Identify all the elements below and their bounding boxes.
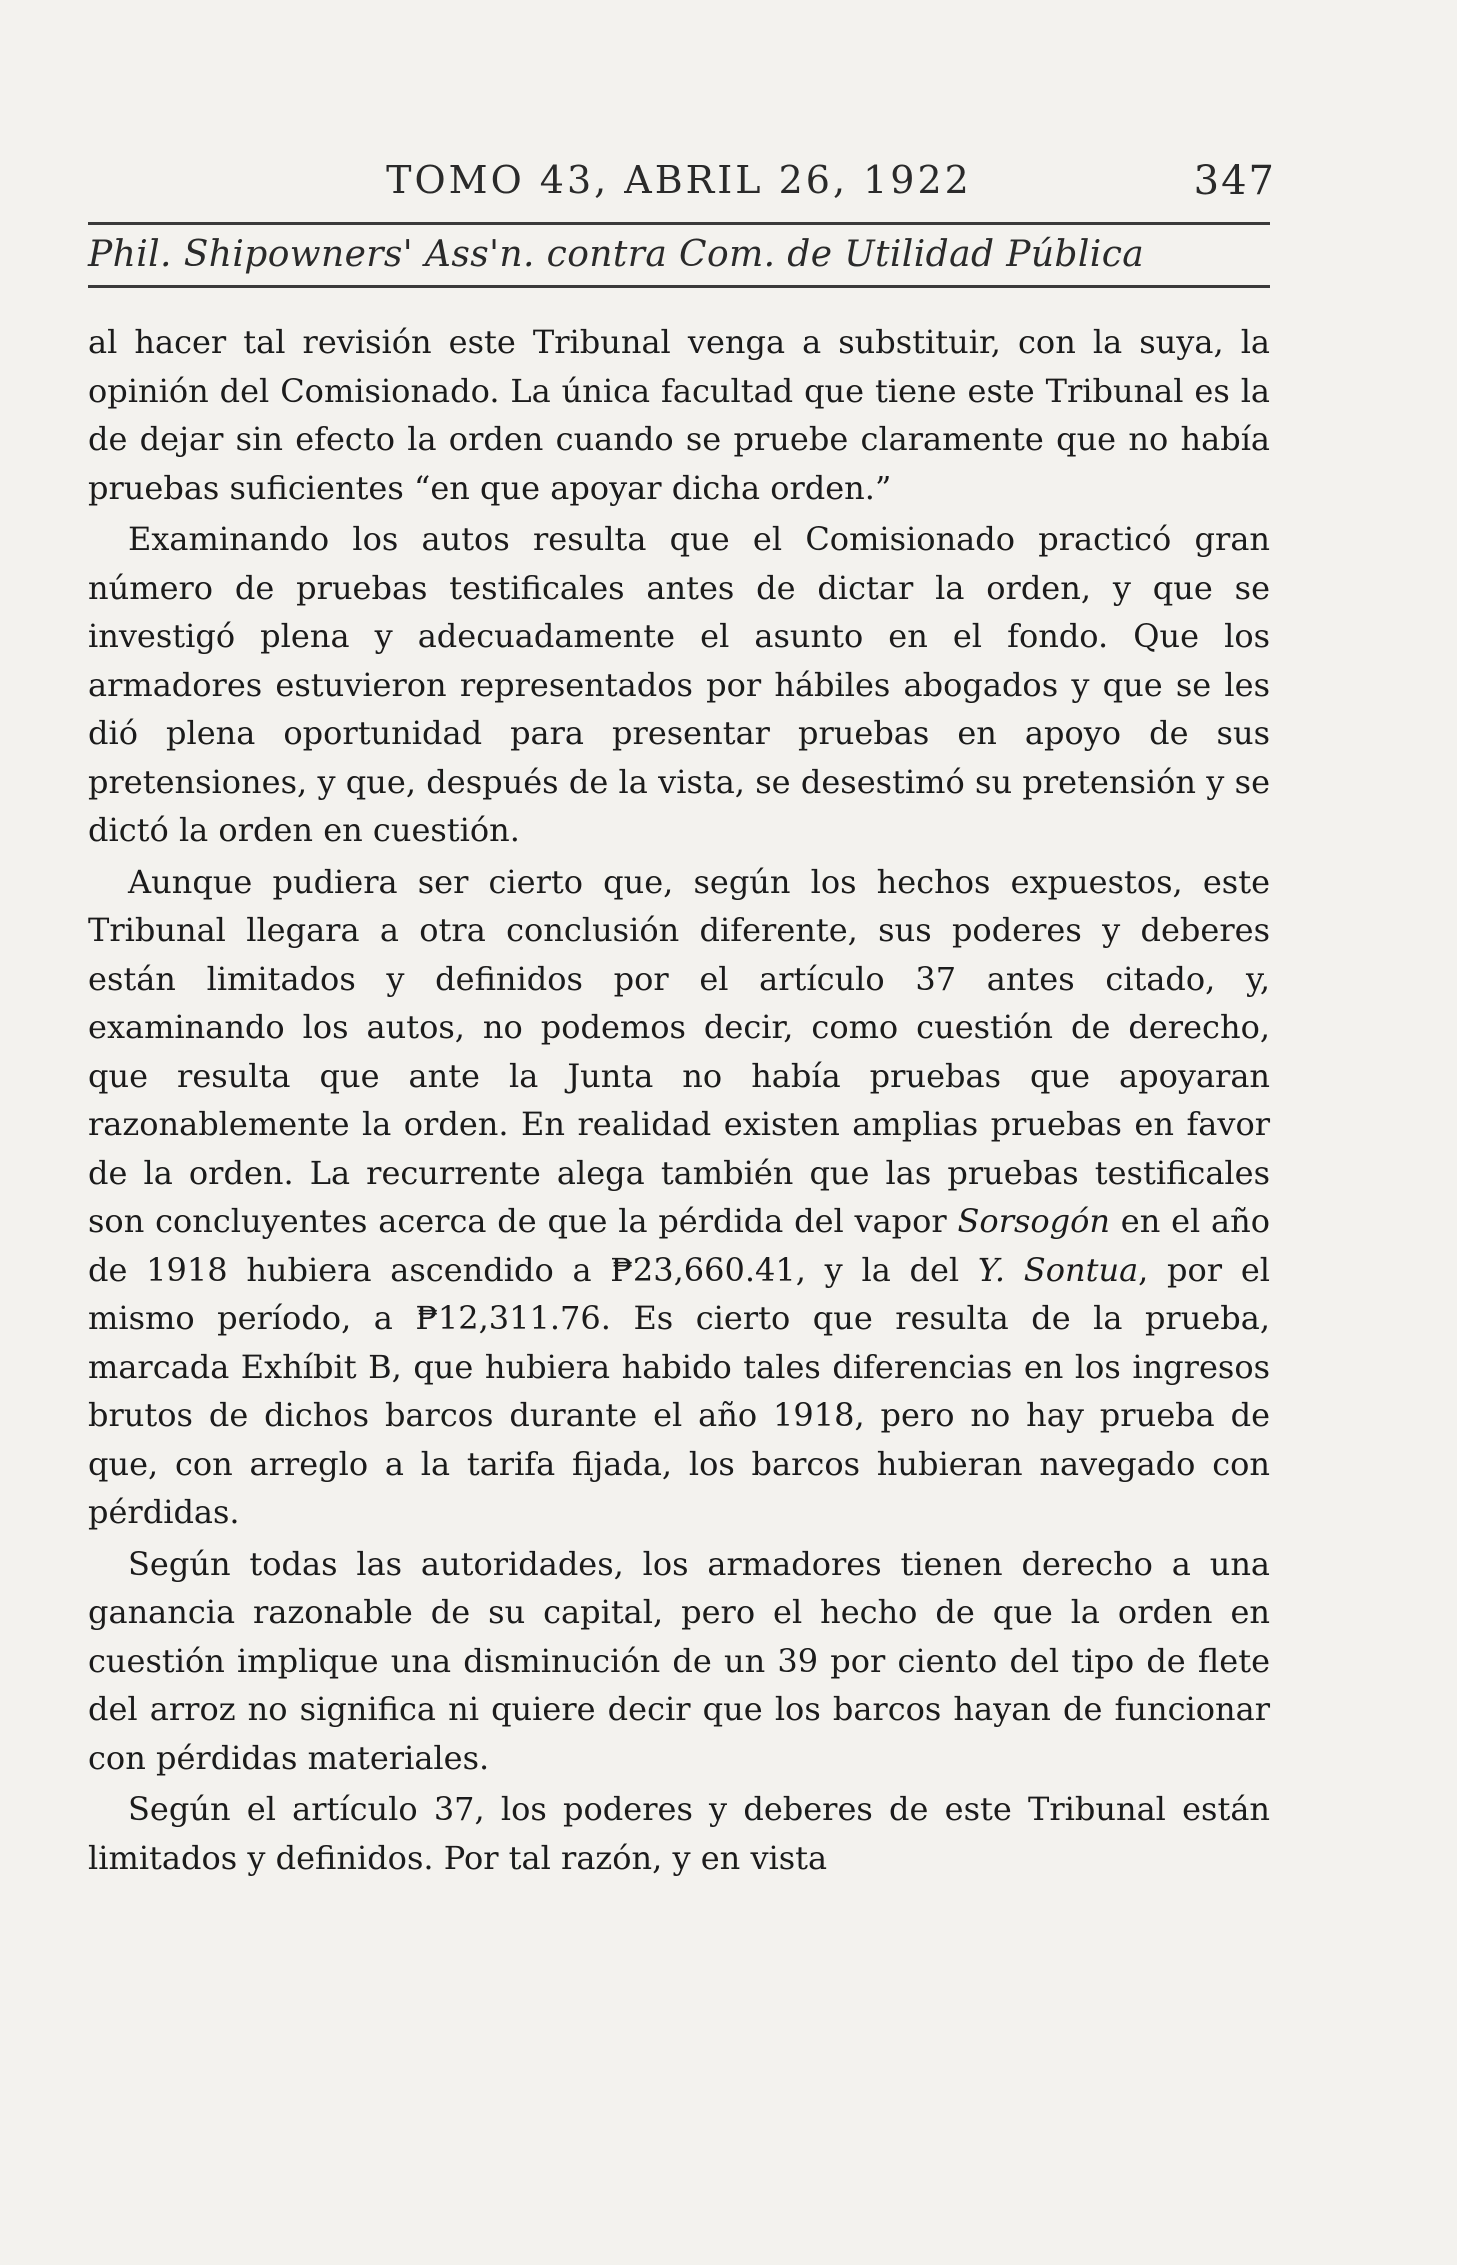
paragraph-text: en el año de 1918 hubiera ascendido a ₱23,660.41, y la del	[88, 1202, 1271, 1289]
paragraph-text: al hacer tal revisión este Tribunal venga a substituir, con la suya, la opinión del Comisionado. La única facultad que tiene este Tribunal es la de dejar sin efecto la orden cuando se pruebe claramente que no había pruebas suficientes “en que apoyar dicha orden.”	[88, 323, 1270, 507]
vessel-name: Sorsogón	[957, 1202, 1111, 1240]
paragraph-text: Aunque pudiera ser cierto que, según los hechos expuestos, este Tribunal llegara a otra conclusión diferente, sus poderes y deberes están limitados y definidos por el artículo 37 antes citado, y, examinando los autos, no podemos decir, como cuestión de derecho, que resulta que ante la Junta no había pruebas que apoyaran razonablemente la orden. En realidad existen amplias pruebas en favor de la orden. La recurrente alega también que las pruebas testificales son concluyentes acerca de que la pérdida del vapor	[88, 862, 1270, 1240]
running-head: TOMO 43, ABRIL 26, 1922	[386, 158, 972, 202]
paragraph	[88, 1540, 1270, 1783]
vessel-name: Y. Sontua	[977, 1250, 1139, 1289]
page-number: 347	[1193, 158, 1276, 204]
paragraph	[88, 1785, 1270, 1882]
paragraph	[88, 515, 1270, 855]
text-column	[88, 150, 1276, 1882]
paragraph-text: Según todas las autoridades, los armadores tienen derecho a una ganancia razonable de su capital, pero el hecho de que la orden en cuestión implique una disminución de un 39 por ciento del tipo de flete del arroz no significa ni quiere decir que los barcos hayan de funcionar con pérdidas materiales.	[88, 1544, 1270, 1777]
header-rule-bottom	[88, 285, 1270, 288]
paragraph	[88, 318, 1270, 512]
page-header	[88, 150, 1276, 222]
paragraph-text: Examinando los autos resulta que el Comisionado practicó gran número de pruebas testificales antes de dictar la orden, y que se investigó plena y adecuadamente el asunto en el fondo. Que los armadores estuvieron representados por hábiles abogados y que se les dió plena oportunidad para presentar pruebas en apoyo de sus pretensiones, y que, después de la vista, se desestimó su pretensión y se dictó la orden en cuestión.	[88, 520, 1270, 849]
body-text	[88, 318, 1270, 1882]
paragraph-text: Según el artículo 37, los poderes y deberes de este Tribunal están limitados y definidos. Por tal razón, y en vista	[88, 1790, 1270, 1877]
paragraph	[88, 858, 1270, 1537]
paragraph-text: , por el mismo período, a ₱12,311.76. Es cierto que resulta de la prueba, marcada Exhíbit B, que hubiera habido tales diferencias en los ingresos brutos de dichos barcos durante el año 1918, pero no hay prueba de que, con arreglo a la tarifa fijada, los barcos hubieran navegado con pérdidas.	[88, 1250, 1271, 1531]
case-title: Phil. Shipowners' Ass'n. contra Com. de Utilidad Pública	[88, 234, 1145, 275]
